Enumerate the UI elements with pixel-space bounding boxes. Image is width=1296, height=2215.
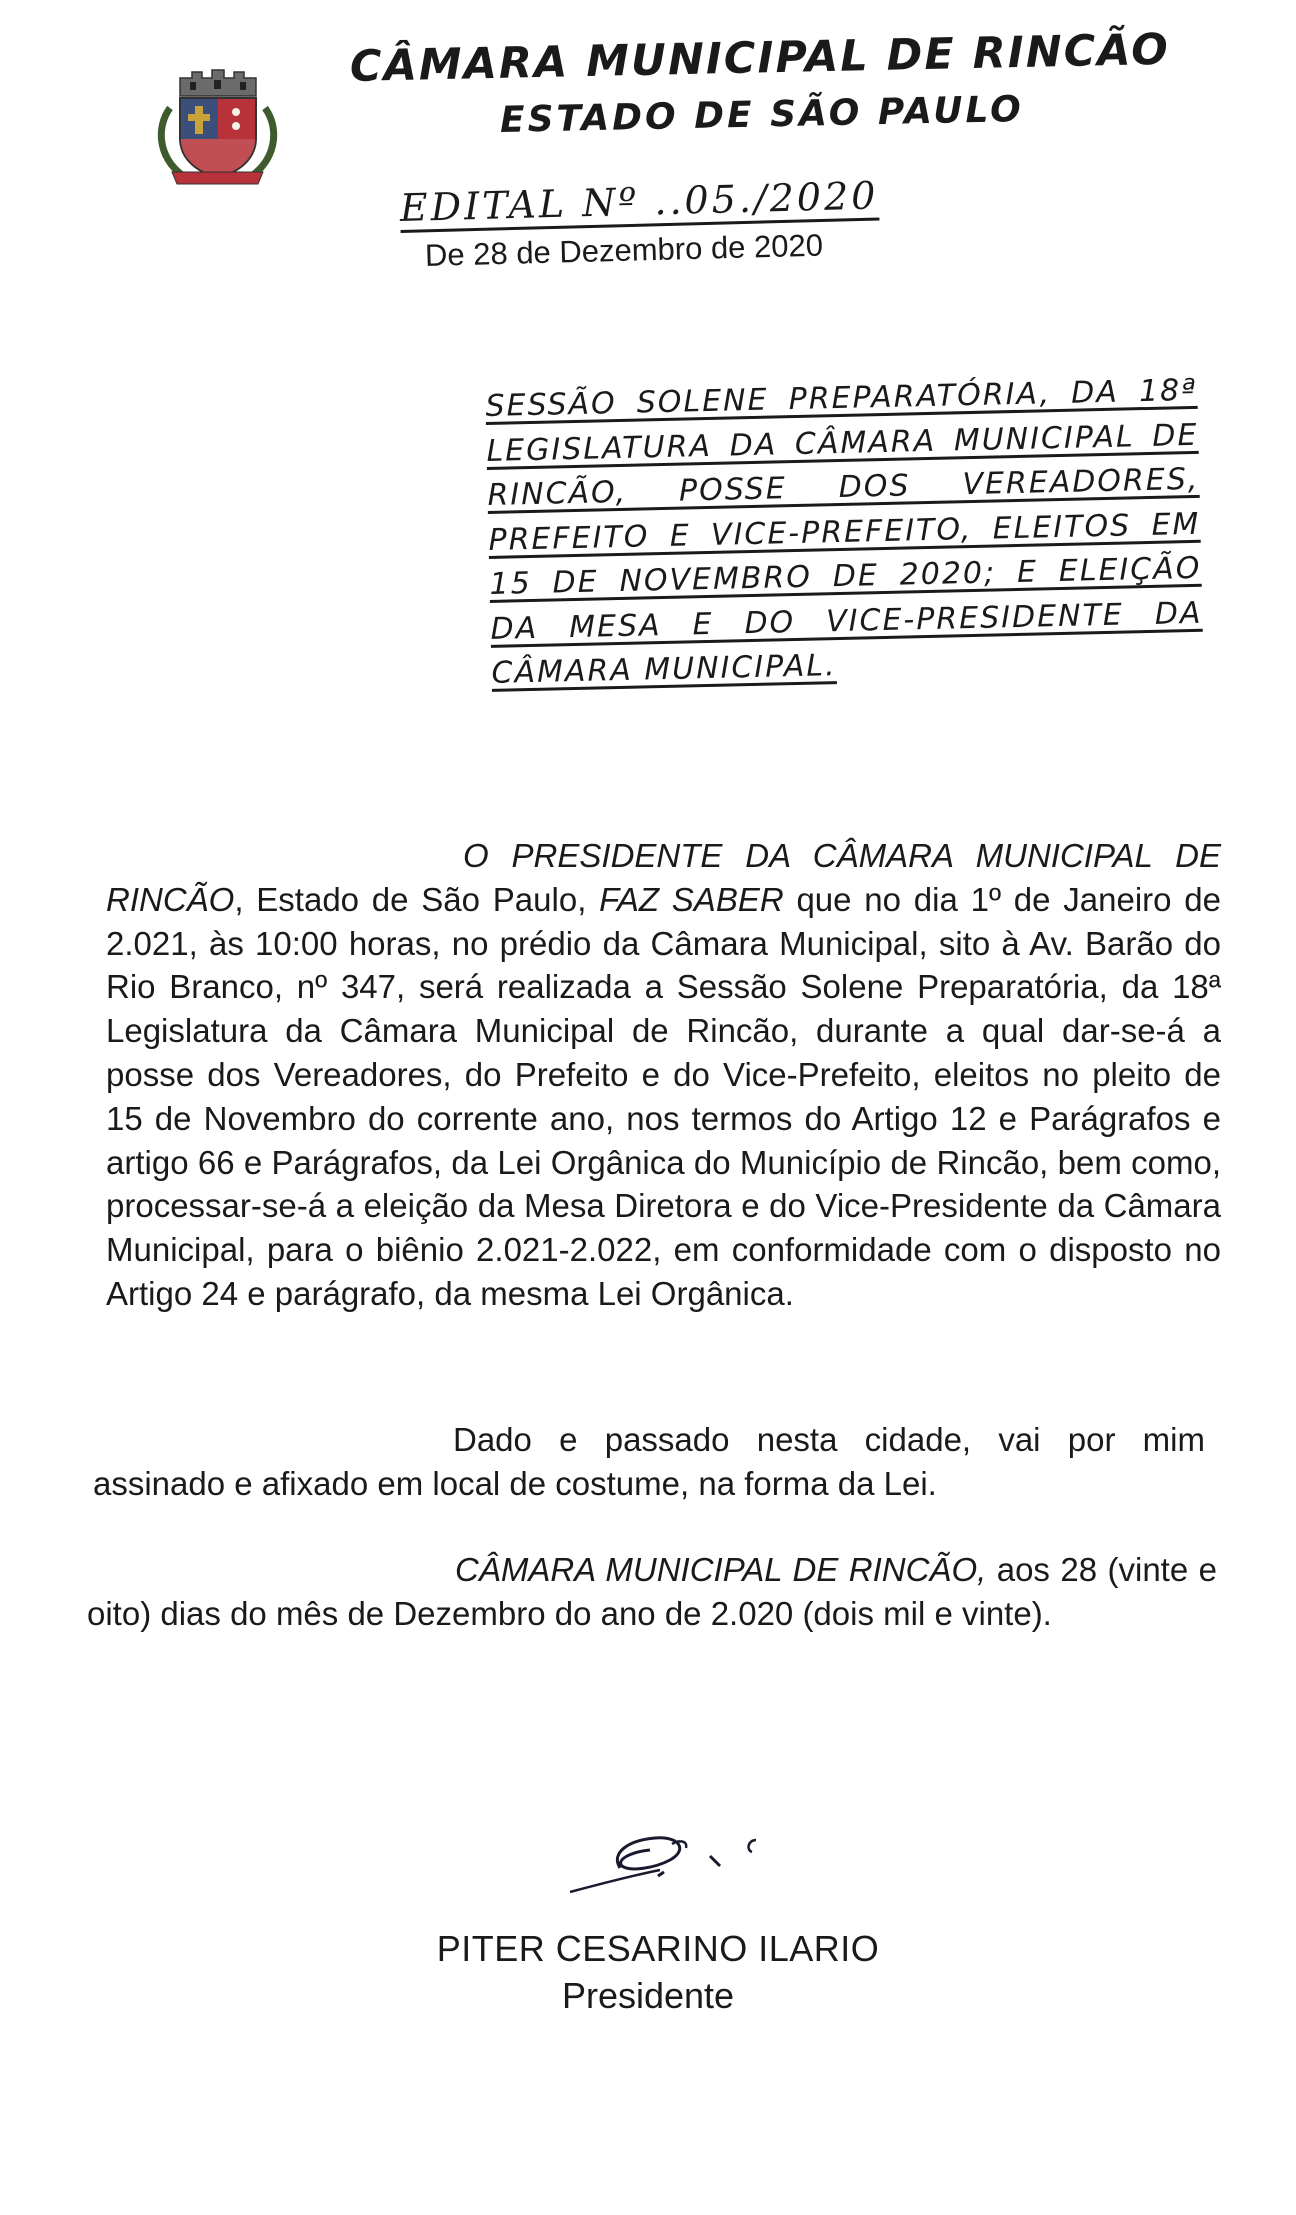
edital-number: EDITAL Nº ..05./2020 — [399, 173, 879, 233]
edital-summary: SESSÃO SOLENE PREPARATÓRIA, DA 18ª LEGISLATURA DA CÂMARA MUNICIPAL DE RINCÃO, POSSE DOS VEREADORES, PREFEITO E VICE-PREFEITO, ELEITOS EM 15 DE NOVEMBRO DE 2020; E ELEIÇÃO DA MESA E DO VICE-PRESIDENTE DA CÂMARA MUNICIPAL. — [485, 372, 1203, 691]
edital-date: De 28 de Dezembro de 2020 — [424, 227, 824, 273]
chamber-title: CÂMARA MUNICIPAL DE RINCÃO — [349, 24, 1171, 92]
signer-role — [0, 1975, 1296, 2017]
issued-paragraph: Dado e passado nesta cidade, vai por mim assinado e afixado em local de costume, na forma da Lei. — [93, 1421, 1205, 1502]
signer-name-text: PITER CESARINO ILARIO — [436, 1928, 880, 1969]
signer-name — [0, 1928, 1296, 1970]
closing-text: aos 28 (vinte e oito) dias do mês de Dezembro do ano de 2.020 (dois mil e vinte). — [87, 1551, 1217, 1632]
announcement-text-b: que no dia 1º de Janeiro de 2.021, às 10:00 horas, no prédio da Câmara Municipal, sito à Av. Barão do Rio Branco, nº 347, será realizada a Sessão Solene Preparatória, da 18ª Legislatura da Câmara Municipal de Rincão, durante a qual dar-se-á a posse dos Vereadores, do Prefeito e do Vice-Prefeito, eleitos no pleito de 15 de Novembro do corrente ano, nos termos do Artigo 12 e Parágrafos e artigo 66 e Parágrafos, da Lei Orgânica do Município de Rincão, bem como, processar-se-á a eleição da Mesa Diretora e do Vice-Presidente da Câmara Municipal, para o biênio 2.021-2.022, em conformidade com o disposto no Artigo 24 e parágrafo, da mesma Lei Orgânica. — [106, 880, 1221, 1312]
faz-saber: FAZ SABER — [599, 880, 784, 918]
announcement-lead: O PRESIDENTE DA CÂMARA MUNICIPAL DE RINCÃO — [106, 837, 1221, 918]
closing-lead: CÂMARA MUNICIPAL DE RINCÃO, — [455, 1551, 987, 1588]
signer-role-text: Presidente — [561, 1975, 735, 2016]
announcement-text-a: , Estado de São Paulo, — [234, 880, 600, 918]
state-subtitle: ESTADO DE SÃO PAULO — [499, 89, 1025, 141]
municipal-crest-logo — [150, 68, 285, 188]
announcement-paragraph — [106, 834, 1221, 1316]
signature-image — [560, 1822, 780, 1902]
closing-paragraph — [87, 1548, 1217, 1636]
